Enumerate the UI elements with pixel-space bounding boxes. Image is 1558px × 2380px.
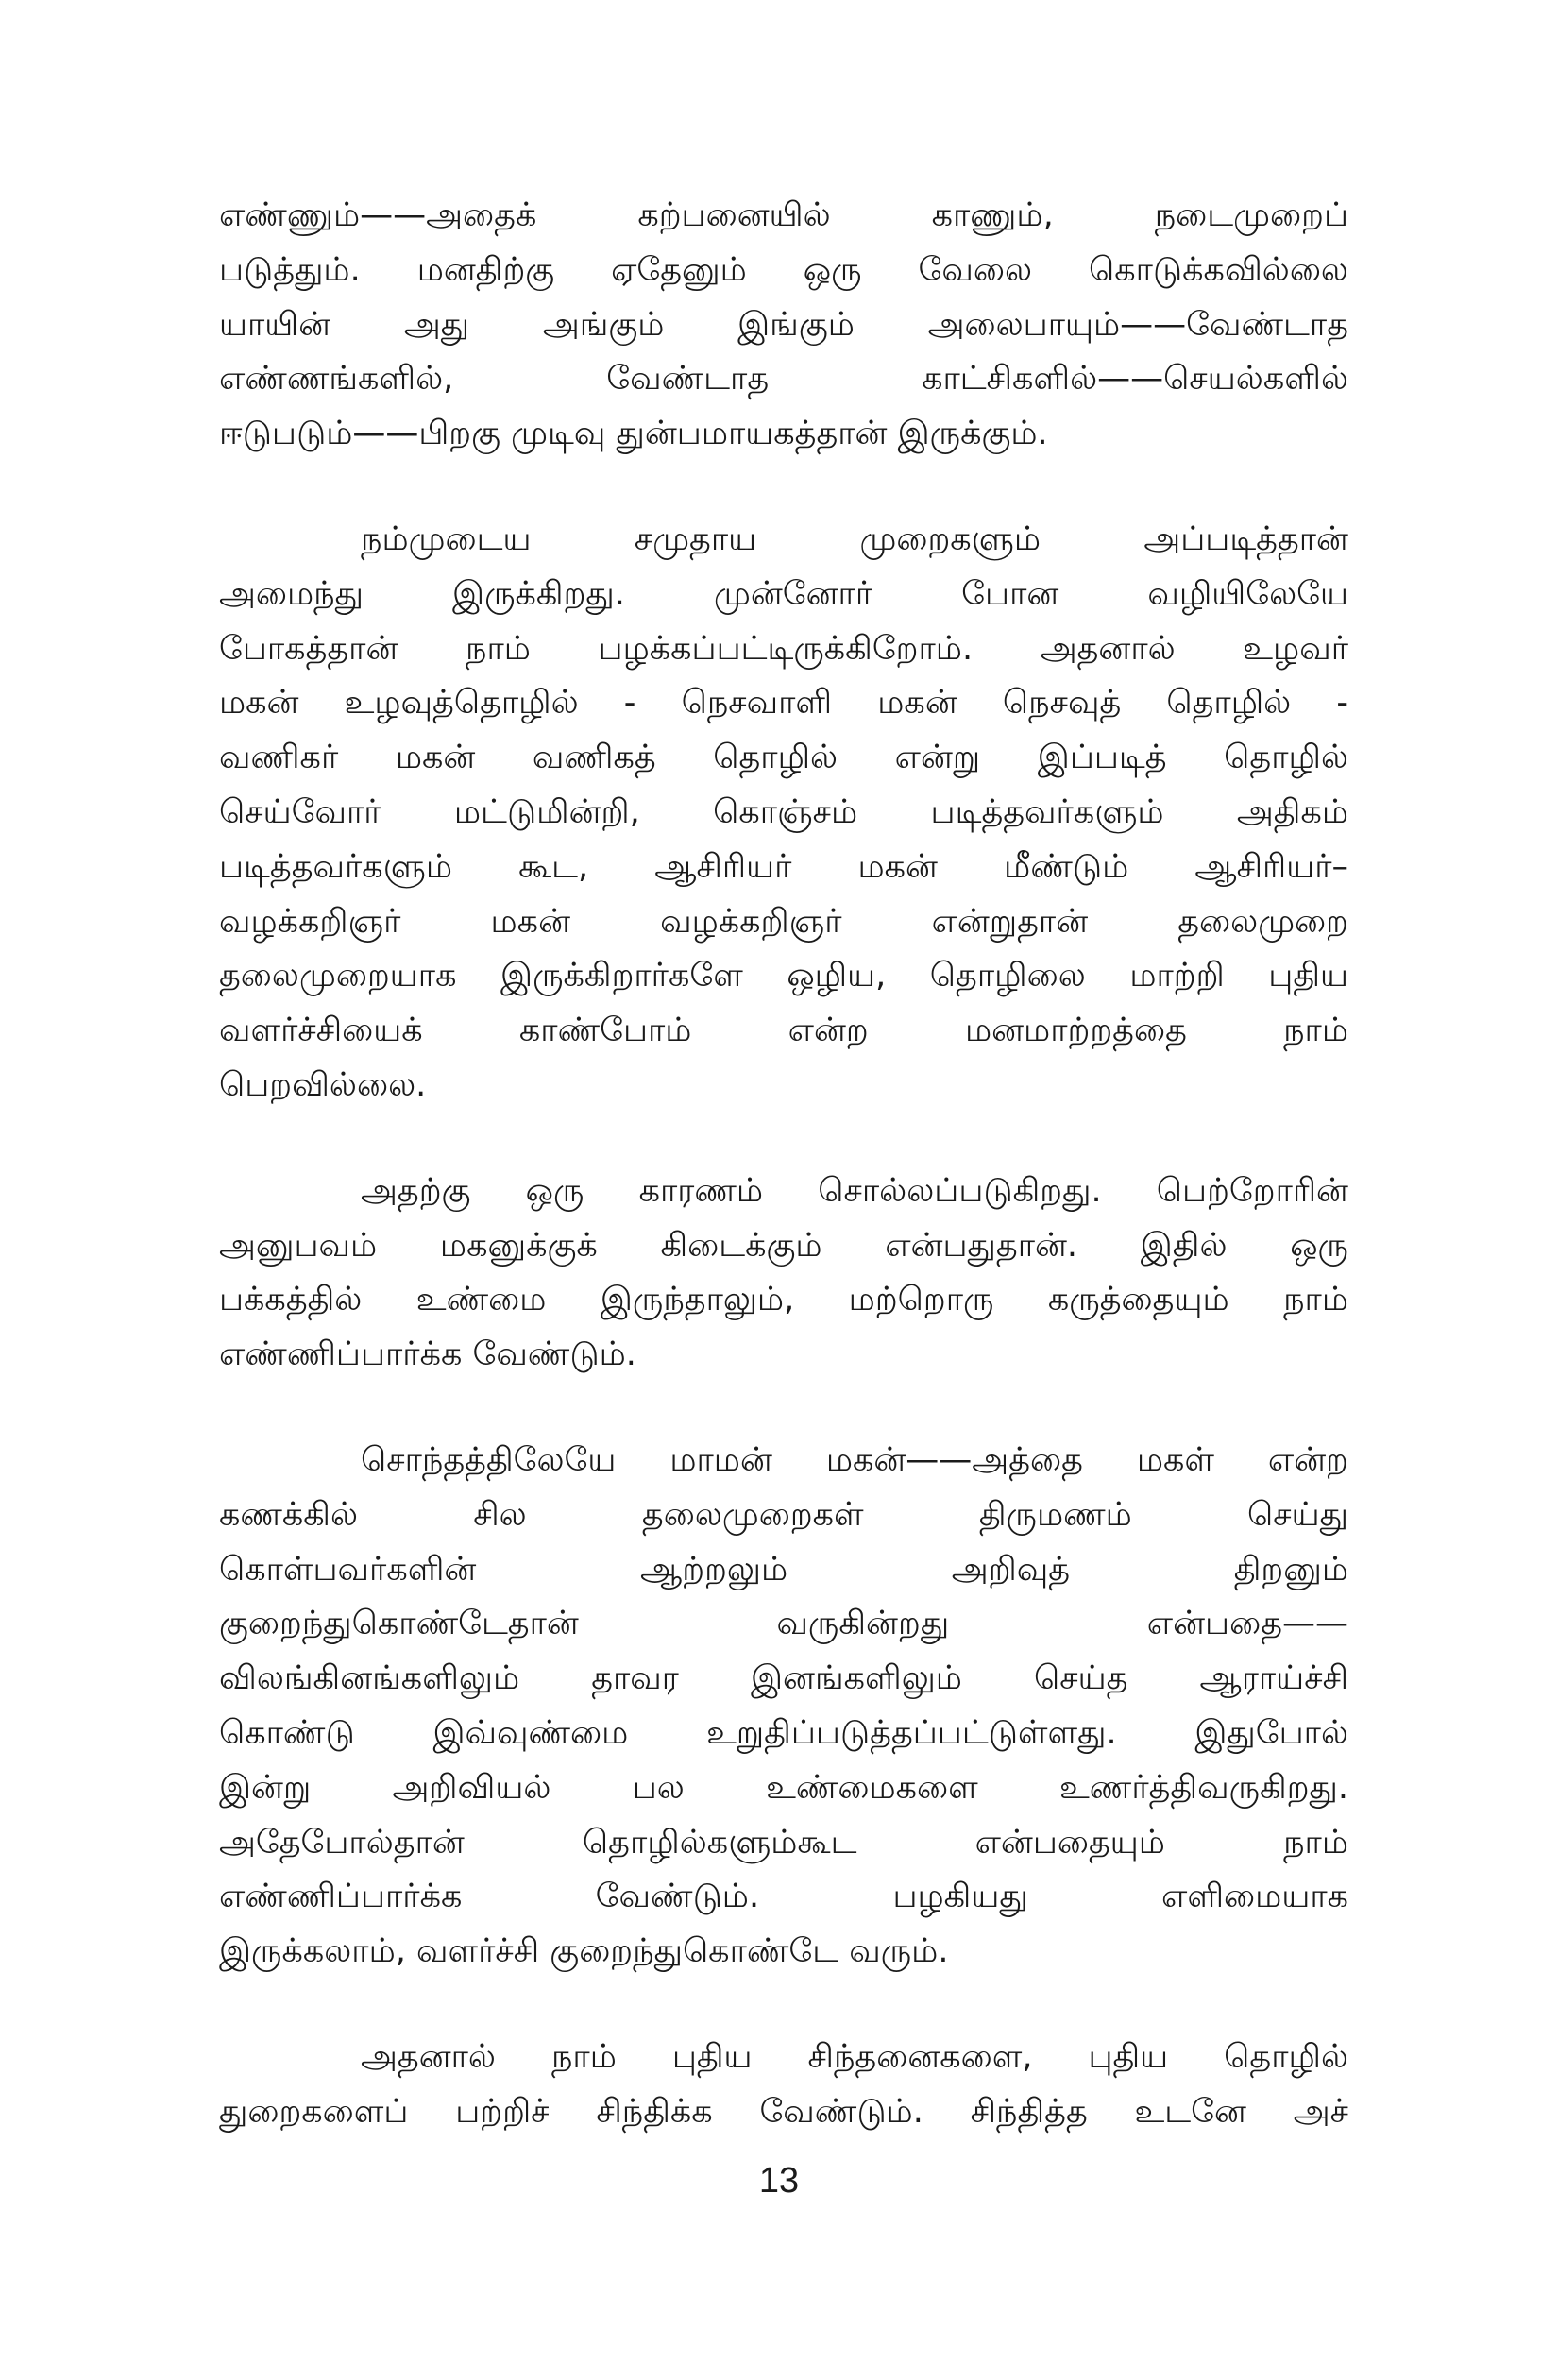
text-line: செய்வோர் மட்டுமின்றி, கொஞ்சம் படித்தவர்களும் அதிகம்	[219, 792, 1348, 831]
text-line: எண்ணங்களில், வேண்டாத காட்சிகளில்——செயல்களில்	[219, 360, 1348, 399]
text-line: அமைந்து இருக்கிறது. முன்னோர் போன வழியிலேயே	[219, 574, 1348, 613]
text-line: விலங்கினங்களிலும் தாவர இனங்களிலும் செய்த ஆராய்ச்சி	[219, 1659, 1348, 1698]
text-line: நம்முடைய சமுதாய முறைகளும் அப்படித்தான்	[361, 519, 1348, 558]
text-line: இருக்கலாம், வளர்ச்சி குறைந்துகொண்டே வரும்.	[219, 1932, 949, 1971]
text-line: எண்ணிப்பார்க்க வேண்டும். பழகியது எளிமையாக	[219, 1878, 1348, 1916]
page-body	[219, 189, 1348, 2191]
text-line: படித்தவர்களும் கூட, ஆசிரியர் மகன் மீண்டும் ஆசிரியர்–	[219, 847, 1348, 886]
text-line: கொள்பவர்களின் ஆற்றலும் அறிவுத் திறனும்	[219, 1550, 1348, 1589]
text-line: பெறவில்லை.	[219, 1065, 427, 1104]
text-line: அதற்கு ஒரு காரணம் சொல்லப்படுகிறது. பெற்றோரின்	[361, 1171, 1348, 1210]
text-line: அதேபோல்தான் தொழில்களும்கூட என்பதையும் நாம்	[219, 1823, 1348, 1862]
text-line: அனுபவம் மகனுக்குக் கிடைக்கும் என்பதுதான். இதில் ஒரு	[219, 1226, 1348, 1265]
page-number: 13	[758, 2161, 800, 2201]
text-line: சொந்தத்திலேயே மாமன் மகன்——அத்தை மகள் என்ற	[361, 1440, 1348, 1479]
paragraph-4	[219, 1434, 1348, 1980]
text-line: துறைகளைப் பற்றிச் சிந்திக்க வேண்டும். சிந்தித்த உடனே அச்	[219, 2092, 1348, 2131]
text-line: யாயின் அது அங்கும் இங்கும் அலைபாயும்——வேண்டாத	[219, 305, 1348, 344]
text-line: எண்ணும்——அதைக் கற்பனையில் காணும், நடைமுறைப்	[219, 196, 1348, 234]
text-line: போகத்தான் நாம் பழக்கப்பட்டிருக்கிறோம். அதனால் உழவர்	[219, 629, 1348, 668]
text-line: எண்ணிப்பார்க்க வேண்டும்.	[219, 1335, 636, 1374]
text-line: வளர்ச்சியைக் காண்போம் என்ற மனமாற்றத்தை நாம்	[219, 1012, 1348, 1050]
paragraph-3	[219, 1164, 1348, 1383]
text-line: குறைந்துகொண்டேதான் வருகின்றது என்பதை——	[219, 1605, 1348, 1643]
text-line: இன்று அறிவியல் பல உண்மைகளை உணர்த்திவருகிறது.	[219, 1768, 1348, 1807]
text-line: கணக்கில் சில தலைமுறைகள் திருமணம் செய்து	[219, 1495, 1348, 1534]
paragraph-5	[219, 2031, 1348, 2140]
text-line: தலைமுறையாக இருக்கிறார்களே ஒழிய, தொழிலை மாற்றி புதிய	[219, 957, 1348, 995]
paragraph-2	[219, 513, 1348, 1114]
text-line: அதனால் நாம் புதிய சிந்தனைகளை, புதிய தொழில்	[361, 2037, 1348, 2076]
text-line: மகன் உழவுத்தொழில் - நெசவாளி மகன் நெசவுத் தொழில் -	[219, 684, 1348, 722]
text-line: வழக்கறிஞர் மகன் வழக்கறிஞர் என்றுதான் தலைமுறை	[219, 902, 1348, 941]
text-line: பக்கத்தில் உண்மை இருந்தாலும், மற்றொரு கருத்தையும் நாம்	[219, 1281, 1348, 1319]
text-line: ஈடுபடும்——பிறகு முடிவு துன்பமாயகத்தான் இருக்கும்.	[219, 415, 1048, 453]
text-line: படுத்தும். மனதிற்கு ஏதேனும் ஒரு வேலை கொடுக்கவில்லை	[219, 250, 1348, 289]
text-line: கொண்டு இவ்வுண்மை உறுதிப்படுத்தப்பட்டுள்ளது. இதுபோல்	[219, 1713, 1348, 1752]
text-line: வணிகர் மகன் வணிகத் தொழில் என்று இப்படித் தொழில்	[219, 739, 1348, 777]
paragraph-1	[219, 189, 1348, 462]
